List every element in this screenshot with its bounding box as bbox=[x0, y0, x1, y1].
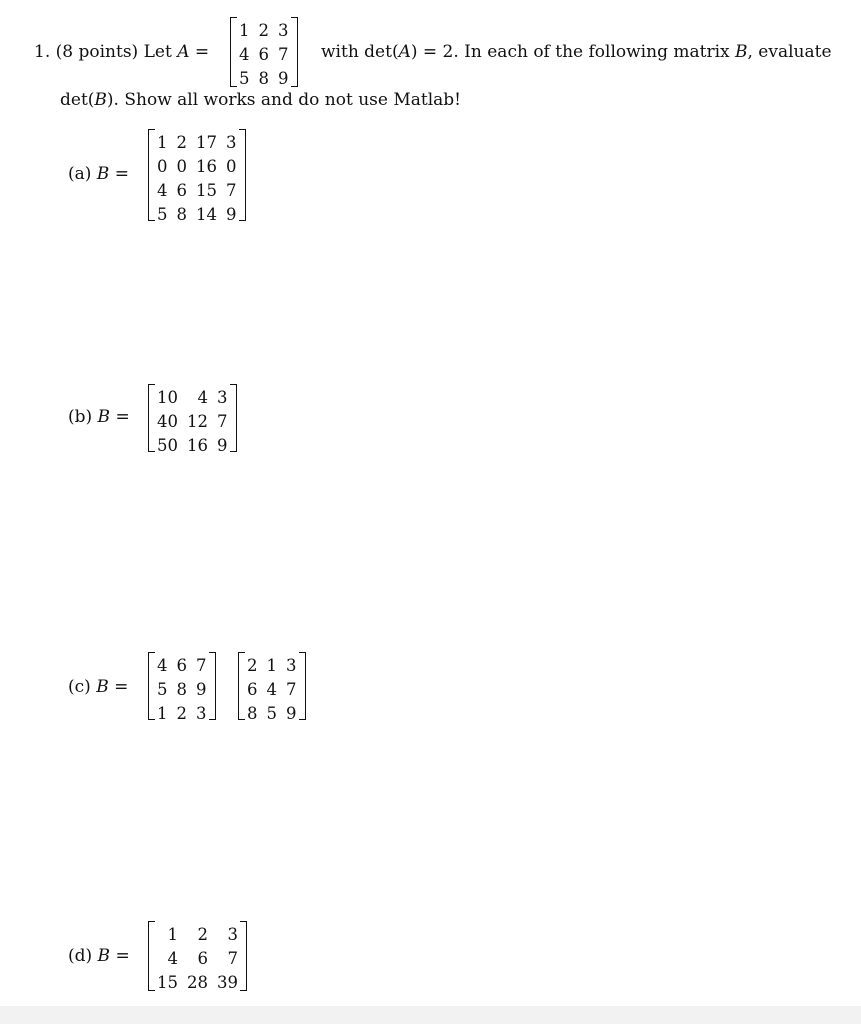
matrix-a-entry: 2 bbox=[258, 21, 269, 40]
page-bottom-band bbox=[0, 1006, 861, 1024]
part-matrix-entry: 7 bbox=[227, 949, 238, 968]
part-matrix-entry: 3 bbox=[226, 133, 237, 152]
part-matrix-entry: 8 bbox=[247, 704, 258, 723]
left-bracket bbox=[148, 384, 155, 452]
part-matrix-entry: 17 bbox=[196, 133, 217, 152]
part-matrix-entry: 6 bbox=[247, 680, 258, 699]
left-bracket bbox=[148, 921, 155, 991]
with-var-a: A bbox=[398, 42, 411, 62]
part-matrix-cells bbox=[155, 129, 239, 224]
part-matrix-entry: 0 bbox=[176, 157, 187, 176]
part-matrix-entry: 15 bbox=[157, 973, 178, 992]
part-label bbox=[68, 407, 130, 427]
part-matrix-entry: 3 bbox=[227, 925, 238, 944]
with-close: ) = 2. In each of the following matrix bbox=[410, 42, 730, 62]
part-matrix-entry: 16 bbox=[187, 436, 208, 455]
part-equals: = bbox=[110, 946, 130, 966]
part-matrix-entry: 3 bbox=[196, 704, 207, 723]
part-matrix-entry: 9 bbox=[217, 436, 228, 455]
part-matrix bbox=[148, 129, 246, 224]
part-letter: (b) bbox=[68, 407, 93, 427]
part-letter: (d) bbox=[68, 946, 93, 966]
part-matrix-entry: 7 bbox=[196, 656, 207, 675]
part-matrix-entry: 4 bbox=[157, 656, 168, 675]
evaluate-text: , evaluate bbox=[747, 42, 832, 62]
problem-number: 1. bbox=[34, 42, 51, 62]
right-bracket bbox=[240, 921, 247, 991]
part-matrix-entry: 14 bbox=[196, 205, 217, 224]
left-bracket bbox=[238, 652, 245, 720]
part-label bbox=[68, 677, 128, 697]
problem-line-1-tail bbox=[321, 42, 832, 62]
part-matrix-entry: 2 bbox=[247, 656, 258, 675]
part-matrix-entry: 9 bbox=[226, 205, 237, 224]
matrix-a-entry: 8 bbox=[258, 69, 269, 88]
part-matrix-entry: 1 bbox=[157, 704, 168, 723]
det-open: det( bbox=[60, 90, 95, 110]
part-var-b: B bbox=[90, 677, 109, 697]
part-matrix-entry: 39 bbox=[217, 973, 238, 992]
part-matrix-entry: 50 bbox=[157, 436, 178, 455]
part-equals: = bbox=[108, 677, 129, 697]
left-bracket bbox=[148, 129, 155, 221]
part-label bbox=[68, 946, 130, 966]
part-matrix-cells bbox=[155, 652, 209, 723]
right-bracket bbox=[230, 384, 237, 452]
part-matrix-entry: 15 bbox=[196, 181, 217, 200]
part-matrix-entry: 3 bbox=[217, 388, 228, 407]
part-matrix-entry: 4 bbox=[266, 680, 277, 699]
part-var-b: B bbox=[92, 407, 111, 427]
problem-line-1 bbox=[34, 42, 209, 62]
part-letter: (c) bbox=[68, 677, 91, 697]
part-matrix-entry: 5 bbox=[266, 704, 277, 723]
var-b: B bbox=[735, 42, 748, 62]
part-matrix bbox=[148, 652, 216, 723]
instructions-text: ). Show all works and do not use Matlab! bbox=[106, 90, 462, 110]
part-matrix-entry: 1 bbox=[157, 133, 168, 152]
part-label bbox=[68, 164, 129, 184]
part-matrix-entry: 8 bbox=[176, 205, 187, 224]
matrix-a-entry: 4 bbox=[239, 45, 250, 64]
part-matrix-entry: 0 bbox=[226, 157, 237, 176]
right-bracket bbox=[291, 17, 298, 87]
part-var-b: B bbox=[92, 946, 111, 966]
part-matrix-entry: 5 bbox=[157, 680, 168, 699]
part-matrix-entry: 8 bbox=[176, 680, 187, 699]
matrix-a-cells bbox=[237, 17, 291, 87]
det-var-b: B bbox=[94, 90, 107, 110]
matrix-a-entry: 7 bbox=[278, 45, 289, 64]
matrix-a-entry: 6 bbox=[258, 45, 269, 64]
matrix-a-entry: 9 bbox=[278, 69, 289, 88]
part-var-b: B bbox=[91, 164, 110, 184]
left-bracket bbox=[148, 652, 155, 720]
part-matrix-entry: 4 bbox=[167, 949, 178, 968]
part-matrix-entry: 1 bbox=[167, 925, 178, 944]
part-matrix bbox=[148, 384, 237, 455]
part-matrix bbox=[148, 921, 247, 991]
matrix-a-entry: 1 bbox=[239, 21, 250, 40]
right-bracket bbox=[209, 652, 216, 720]
var-a: A bbox=[177, 42, 190, 62]
part-matrix-entry: 7 bbox=[217, 412, 228, 431]
part-matrix-entry: 12 bbox=[187, 412, 208, 431]
part-matrix-cells bbox=[155, 921, 240, 991]
left-bracket bbox=[230, 17, 237, 87]
part-matrix-cells bbox=[155, 384, 230, 455]
part-matrix bbox=[238, 652, 306, 723]
matrix-a-entry: 3 bbox=[278, 21, 289, 40]
part-matrix-entry: 2 bbox=[176, 133, 187, 152]
part-matrix-entry: 16 bbox=[196, 157, 217, 176]
matrix-a-entry: 5 bbox=[239, 69, 250, 88]
part-matrix-entry: 6 bbox=[176, 181, 187, 200]
part-matrix-entry: 6 bbox=[176, 656, 187, 675]
problem-line-2 bbox=[60, 90, 461, 110]
part-matrix-entry: 3 bbox=[286, 656, 297, 675]
part-matrix-entry: 2 bbox=[197, 925, 208, 944]
part-letter: (a) bbox=[68, 164, 92, 184]
part-matrix-entry: 1 bbox=[266, 656, 277, 675]
equals-sign: = bbox=[194, 42, 210, 62]
part-matrix-entry: 4 bbox=[157, 181, 168, 200]
part-matrix-entry: 9 bbox=[286, 704, 297, 723]
with-text: with det( bbox=[321, 42, 399, 62]
part-matrix-entry: 9 bbox=[196, 680, 207, 699]
part-matrix-entry: 28 bbox=[187, 973, 208, 992]
right-bracket bbox=[299, 652, 306, 720]
part-matrix-entry: 0 bbox=[157, 157, 168, 176]
part-matrix-entry: 4 bbox=[197, 388, 208, 407]
part-matrix-entry: 6 bbox=[197, 949, 208, 968]
part-equals: = bbox=[110, 407, 130, 427]
part-matrix-entry: 40 bbox=[157, 412, 178, 431]
part-matrix-cells bbox=[245, 652, 299, 723]
let-text: Let bbox=[143, 42, 172, 62]
part-matrix-entry: 5 bbox=[157, 205, 168, 224]
part-matrix-entry: 10 bbox=[157, 388, 178, 407]
part-matrix-entry: 7 bbox=[286, 680, 297, 699]
problem-points: (8 points) bbox=[55, 42, 139, 62]
part-matrix-entry: 2 bbox=[176, 704, 187, 723]
right-bracket bbox=[239, 129, 246, 221]
part-matrix-entry: 7 bbox=[226, 181, 237, 200]
part-equals: = bbox=[109, 164, 129, 184]
matrix-a bbox=[230, 17, 298, 87]
